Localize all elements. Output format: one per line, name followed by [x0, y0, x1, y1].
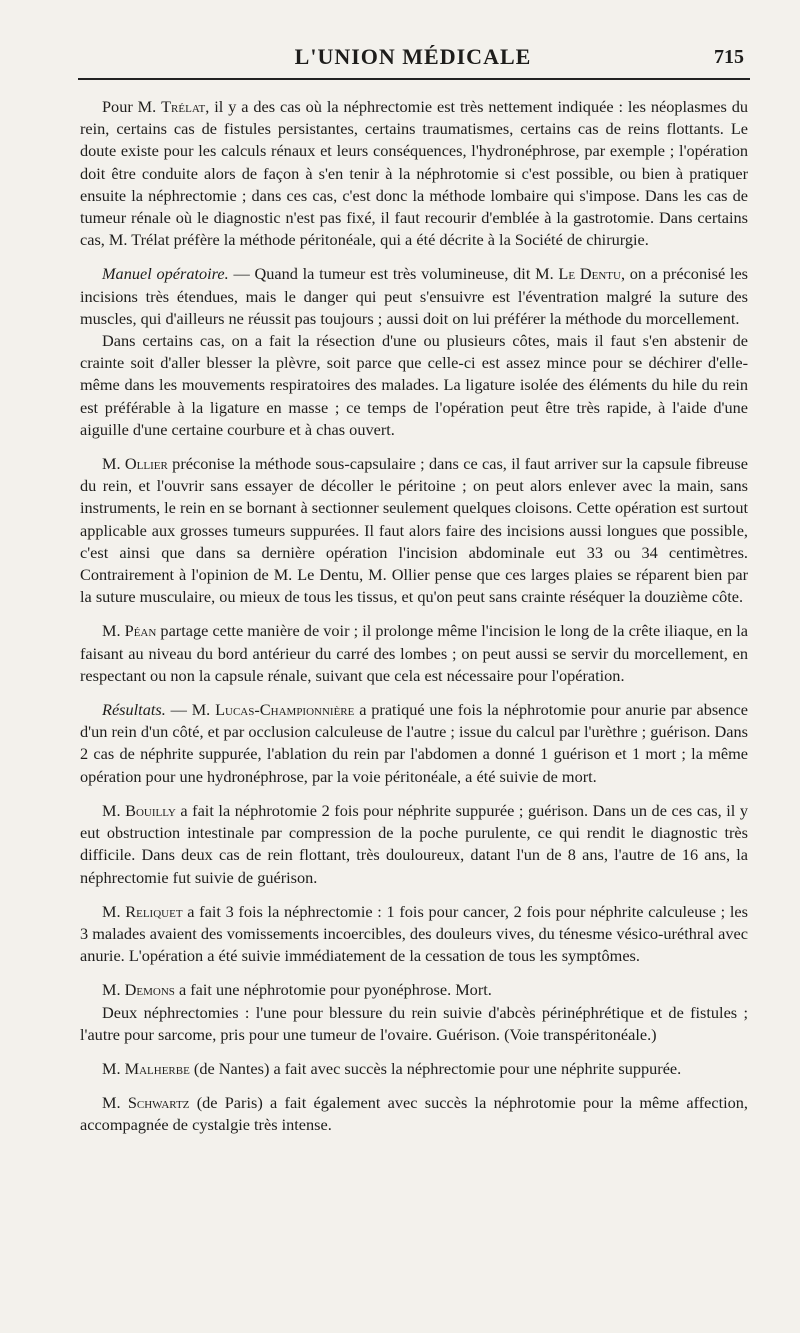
- paragraph-text: (de Paris) a fait également avec succès la néphrotomie pour la même affection, accompagnée de cystalgie très intense.: [80, 1093, 749, 1135]
- surgeon-name: Malherbe: [124, 1058, 190, 1078]
- article-body: [80, 96, 748, 1137]
- text-lead: — Quand la tumeur est très volumineuse, dit M.: [228, 264, 559, 284]
- text-lead: M.: [102, 1058, 125, 1078]
- text-lead: Pour M.: [102, 97, 162, 116]
- paragraph-text: préconise la méthode sous-capsulaire ; dans ce cas, il faut arriver sur la capsule fibreuse du rein, et l'ouvrir sans essayer de décoller le péritoine ; on peut alors enlever avec la main, sans instruments, le rein en se bornant à sectionner seulement quelques cloisons. Cette opération est surtout applicable aux grosses tumeurs suppurées. Il faut alors faire des incisions aussi longues que possible, c'est ainsi que dans sa dernière opération l'incision abdominale eut 33 ou 34 centimètres. Contrairement à l'opinion de M. Le Dentu, M. Ollier pense que ces larges plaies se réparent bien par la suture musculaire, ou mieux de tous les tissus, et qu'on peut sans crainte réséquer la douzième côte.: [80, 454, 748, 607]
- paragraph-text: a fait la néphrotomie 2 fois pour néphrite suppurée ; guérison. Dans un de ces cas, il y eut obstruction intestinale par compression de la poche purulente, ce qui rendit le diagnostic très difficile. Dans deux cas de rein flottant, très douloureux, datant l'un de 8 ans, l'autre de 16 ans, la néphrectomie fut suivie de guérison.: [80, 800, 748, 887]
- paragraph-trelat: [80, 96, 748, 251]
- text-lead: M.: [102, 980, 125, 1000]
- text-lead: M.: [102, 1093, 128, 1113]
- paragraph-text: a pratiqué une fois la néphrotomie pour anurie par absence d'un rein d'un côté, et par occlusion calculeuse de l'autre ; issue du calcul par l'urèthre ; guérison. Dans 2 cas de néphrite suppurée, l'ablation du rein par l'abdomen a donné 1 guérison et 1 mort ; la même opération pour une hydronéphrose, par la voie péritonéale, a été suivie de mort.: [80, 700, 748, 786]
- surgeon-name: Lucas-Championnière: [215, 700, 355, 720]
- surgeon-name: Péan: [124, 621, 157, 641]
- section-heading: Résultats.: [102, 700, 166, 720]
- paragraph-text: Deux néphrectomies : l'une pour blessure du rein suivie d'abcès périnéphrétique et de fistules ; l'autre pour sarcome, pris pour une tumeur de l'ovaire. Guérison. (Voie transpéritonéale.): [80, 1002, 748, 1044]
- page-number: 715: [714, 46, 744, 68]
- paragraph-text: , il y a des cas où la néphrectomie est très nettement indiquée : les néoplasmes du rein, certains cas de fistules persistantes, certains traumatismes, certains cas de reins flottants. Le doute existe pour les calculs rénaux et leurs conséquences, l'hydronéphrose, par exemple ; l'opération doit être conduite alors de façon à s'en tenir à la néphrotomie si c'est possible, ou bien à pratiquer ensuite la néphrectomie ; dans ces cas, c'est donc la méthode lombaire qui s'impose. Dans les cas de tumeur rénale où le diagnostic n'est pas fixé, il faut recourir d'emblée à la gastrotomie. Dans certains cas, M. Trélat préfère la méthode péritonéale, qui a été décrite à la Société de chirurgie.: [80, 97, 748, 250]
- paragraph-malherbe: [80, 1058, 748, 1080]
- surgeon-name: Reliquet: [125, 901, 183, 921]
- paragraph-text: (de Nantes) a fait avec succès la néphrectomie pour une néphrite suppurée.: [189, 1058, 682, 1078]
- text-lead: M.: [102, 800, 126, 820]
- paragraph-pean: [80, 620, 748, 687]
- paragraph-resultats: [80, 699, 748, 788]
- paragraph-reliquet: [80, 901, 748, 968]
- paragraph-text: , on a préconisé les incisions très étendues, mais le danger qui peut s'ensuivre est l'éventration malgré la suture des muscles, qui d'ailleurs ne réussit pas toujours ; aussi doit on lui préférer la méthode du morcellement.: [80, 264, 749, 328]
- surgeon-name: Demons: [124, 980, 175, 1000]
- page-header: [78, 44, 748, 78]
- surgeon-name: Trélat: [161, 97, 206, 116]
- paragraph-schwartz: [80, 1092, 748, 1136]
- paragraph-text: partage cette manière de voir ; il prolonge même l'incision le long de la crête iliaque, en la faisant au niveau du bord antérieur du carré des lombes ; on peut aussi se servir du morcellement, en respectant ou non la capsule rénale, suivant que cela est nécessaire pour l'opération.: [80, 621, 748, 685]
- surgeon-name: Le Dentu: [558, 264, 621, 284]
- text-lead: M.: [102, 901, 126, 921]
- text-lead: — M.: [165, 700, 216, 720]
- surgeon-name: Bouilly: [125, 800, 176, 820]
- header-rule: [78, 78, 750, 80]
- paragraph-text: Dans certains cas, on a fait la résection d'une ou plusieurs côtes, mais il faut s'en abstenir de crainte soit d'aller blesser la plèvre, soit parce que celle-ci est assez mince pour se déchirer d'elle-même dans les mouvements respiratoires des malades. La ligature isolée des éléments du hile du rein est préférable à la ligature en masse ; ce temps de l'opération peut être très rapide, à l'aide d'une aiguille d'une certaine courbure et à chas ouvert.: [80, 331, 748, 439]
- paragraph-nephrectomies: [80, 1002, 748, 1046]
- paragraph-text: a fait 3 fois la néphrectomie : 1 fois pour cancer, 2 fois pour néphrite calculeuse ; les 3 malades avaient des vomissements incoercibles, des douleurs vives, du ténesme vésico-uréthral avec anurie. L'opération a été suivie immédiatement de la cessation de tous les symptômes.: [80, 901, 748, 966]
- text-lead: M.: [102, 454, 125, 474]
- paragraph-text: a fait une néphrotomie pour pyonéphrose. Mort.: [174, 980, 492, 1000]
- paragraph-manuel-operatoire: [80, 263, 748, 330]
- running-title: L'UNION MÉDICALE: [294, 44, 532, 69]
- paragraph-ollier: [80, 453, 748, 608]
- text-lead: M.: [102, 621, 125, 641]
- surgeon-name: Schwartz: [127, 1093, 190, 1113]
- paragraph-demons: [80, 979, 748, 1001]
- surgeon-name: Ollier: [124, 454, 168, 474]
- section-heading: Manuel opératoire.: [102, 264, 229, 284]
- paragraph-resection: [80, 330, 748, 441]
- paragraph-bouilly: [80, 800, 748, 889]
